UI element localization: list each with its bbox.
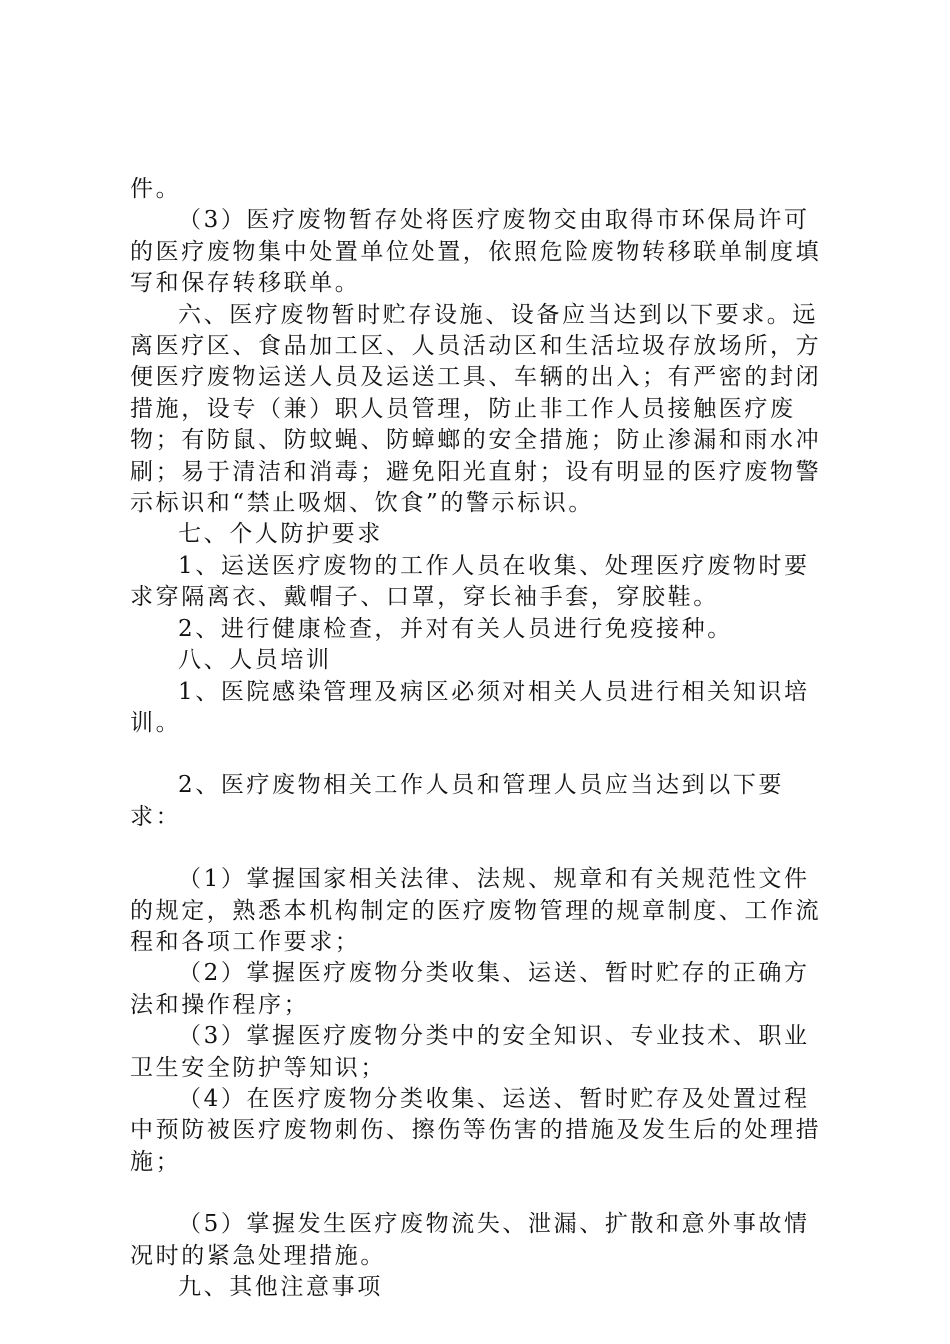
- paragraph-requirement-1: （1）掌握国家相关法律、法规、规章和有关规范性文件的规定，熟悉本机构制定的医疗废物管理的规章制度、工作流程和各项工作要求；: [130, 866, 822, 955]
- paragraph-training-item-1: 1、医院感染管理及病区必须对相关人员进行相关知识培训。: [130, 678, 810, 736]
- paragraph-protection-item-1: 1、运送医疗废物的工作人员在收集、处理医疗废物时要求穿隔离衣、戴帽子、口罩，穿长袖手套，穿胶鞋。: [130, 552, 810, 611]
- paragraph-requirement-5: （5）掌握发生医疗废物流失、泄漏、扩散和意外事故情况时的紧急处理措施。: [130, 1211, 810, 1269]
- paragraph-training-item-2: 2、医疗废物相关工作人员和管理人员应当达到以下要求：: [130, 772, 785, 830]
- paragraph-protection-item-2: 2、进行健康检查，并对有关人员进行免疫接种。: [178, 615, 733, 642]
- heading-section-seven: 七、个人防护要求: [178, 521, 383, 548]
- paragraph-section-six: 六、医疗废物暂时贮存设施、设备应当达到以下要求。远离医疗区、食品加工区、人员活动区和生活垃圾存放场所，方便医疗废物运送人员及运送工具、车辆的出入；有严密的封闭措施，设专（兼）职人员管理，防止非工作人员接触医疗废物；有防鼠、防蚊蝇、防蟑螂的安全措施；防止渗漏和雨水冲刷；易于清洁和消毒；避免阳光直射；设有明显的医疗废物警示标识和“禁止吸烟、饮食”的警示标识。: [130, 301, 822, 517]
- heading-section-nine: 九、其他注意事项: [178, 1274, 383, 1300]
- paragraph-requirement-2: （2）掌握医疗废物分类收集、运送、暂时贮存的正确方法和操作程序；: [130, 960, 810, 1018]
- paragraph-requirement-3: （3）掌握医疗废物分类中的安全知识、专业技术、职业卫生安全防护等知识；: [130, 1023, 810, 1081]
- heading-section-eight: 八、人员培训: [178, 647, 332, 674]
- paragraph-requirement-4: （4）在医疗废物分类收集、运送、暂时贮存及处置过程中预防被医疗废物刺伤、擦伤等伤害的措施及发生后的处理措施；: [130, 1085, 822, 1175]
- paragraph-transfer-note: （3）医疗废物暂存处将医疗废物交由取得市环保局许可的医疗废物集中处置单位处置，依照危险废物转移联单制度填写和保存转移联单。: [130, 207, 822, 297]
- paragraph-continuation: 件。: [130, 176, 182, 202]
- document-body: [130, 174, 830, 1303]
